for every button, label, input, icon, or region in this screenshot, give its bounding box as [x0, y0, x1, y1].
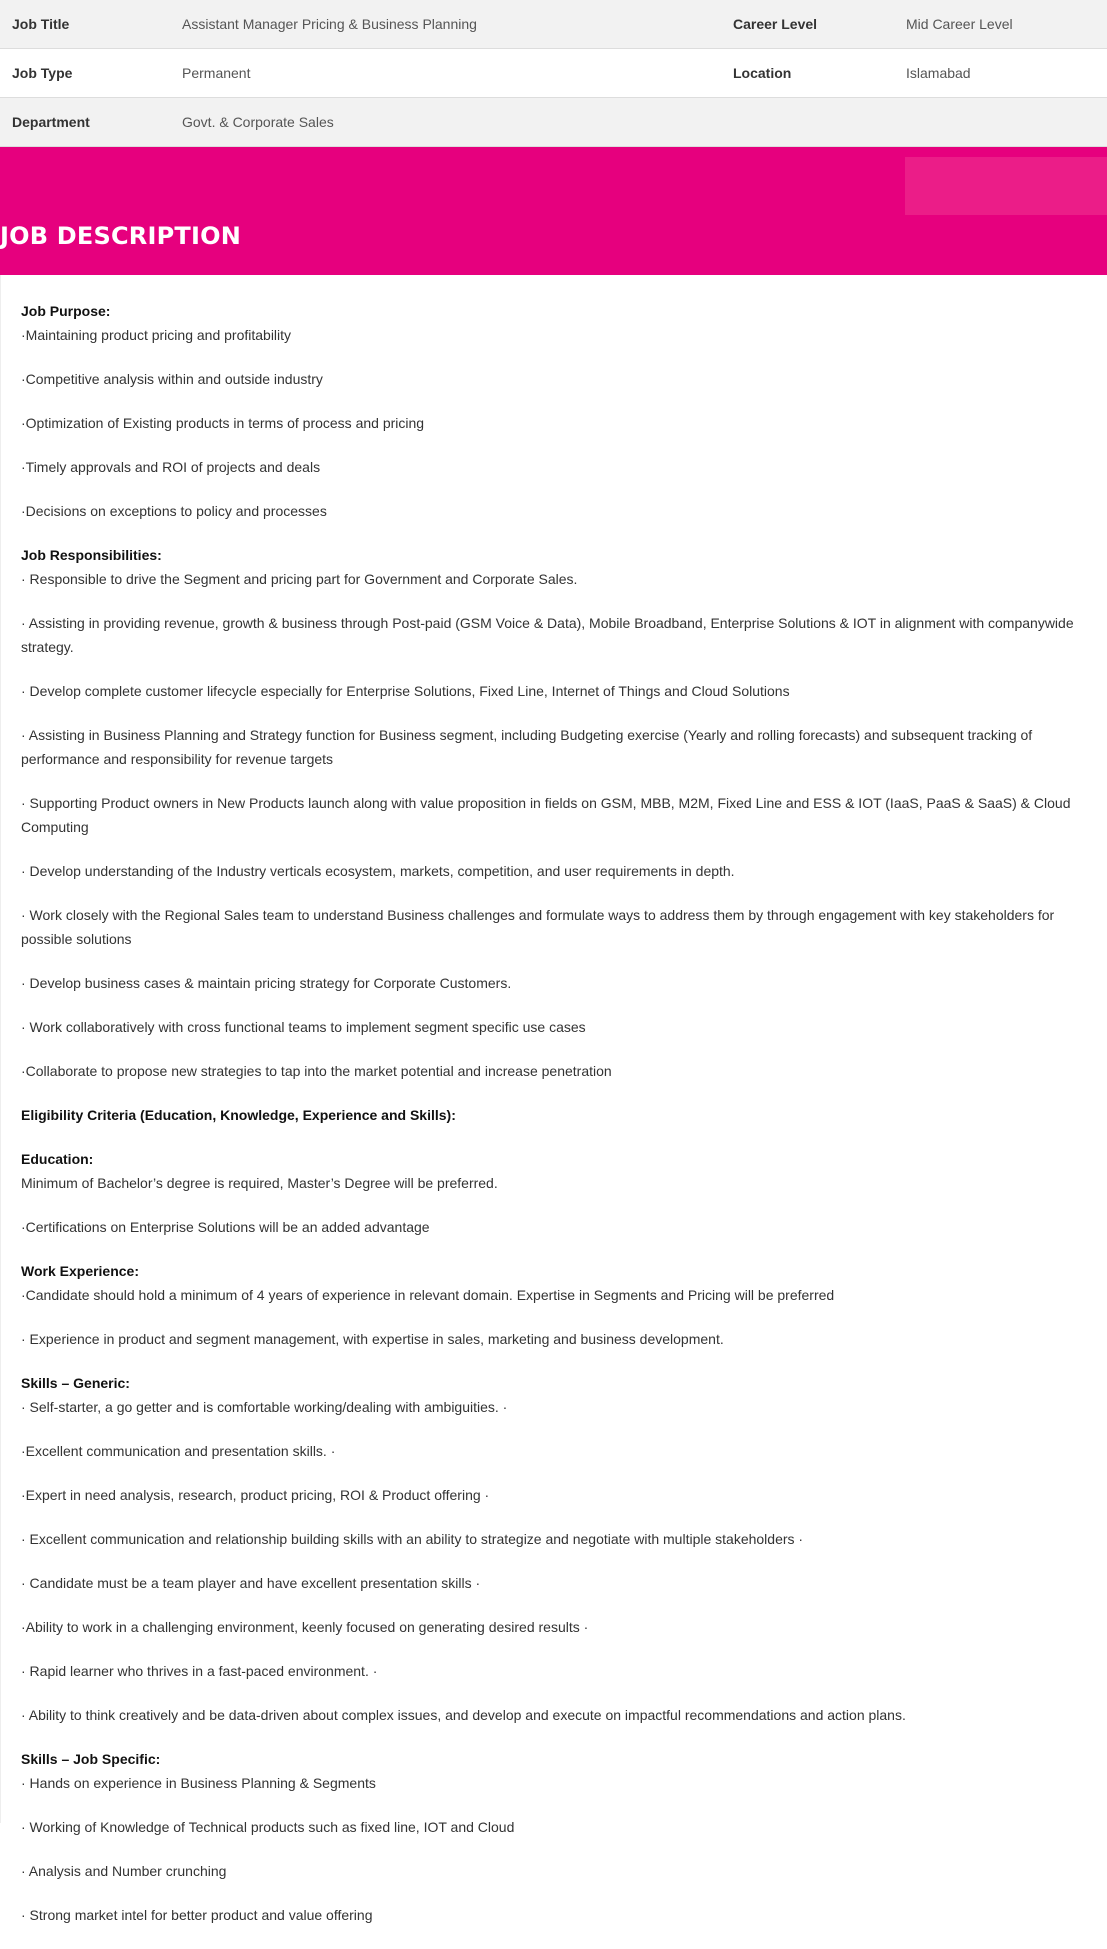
department-value: Govt. & Corporate Sales — [182, 114, 334, 130]
skill-generic-item: · Ability to think creatively and be data-driven about complex issues, and develop and execute on impactful recommendations and action plans. — [21, 1707, 906, 1723]
skill-specific-item: · Strong market intel for better product and value offering — [21, 1907, 373, 1923]
job-type-label: Job Type — [12, 65, 73, 81]
eligibility-heading: Eligibility Criteria (Education, Knowledge, Experience and Skills): — [21, 1107, 456, 1123]
experience-item: ·Candidate should hold a minimum of 4 years of experience in relevant domain. Expertise in Segments and Pricing will be preferred — [21, 1287, 835, 1303]
responsibility-item: · Develop business cases & maintain pricing strategy for Corporate Customers. — [21, 975, 512, 991]
banner-title: JOB DESCRIPTION — [0, 222, 241, 250]
skills-specific-heading: Skills – Job Specific: — [21, 1751, 161, 1767]
job-responsibilities-heading: Job Responsibilities: — [21, 547, 162, 563]
responsibility-item: · Responsible to drive the Segment and pricing part for Government and Corporate Sales. — [21, 571, 578, 587]
job-description-content — [0, 275, 1107, 1923]
education-item: ·Certifications on Enterprise Solutions will be an added advantage — [21, 1219, 430, 1235]
skill-generic-item: ·Ability to work in a challenging environment, keenly focused on generating desired results · — [21, 1619, 589, 1635]
job-purpose-heading: Job Purpose: — [21, 303, 111, 319]
job-title-label: Job Title — [12, 16, 70, 32]
location-label: Location — [733, 65, 792, 81]
skill-specific-item: · Analysis and Number crunching — [21, 1863, 227, 1879]
purpose-item: ·Competitive analysis within and outside industry — [21, 371, 323, 387]
education-item: Minimum of Bachelor’s degree is required, Master’s Degree will be preferred. — [21, 1175, 498, 1191]
job-description-banner — [0, 147, 1107, 275]
responsibility-item: · Develop understanding of the Industry verticals ecosystem, markets, competition, and user requirements in depth. — [21, 863, 735, 879]
info-row-job-title — [0, 0, 1107, 49]
education-heading: Education: — [21, 1151, 94, 1167]
banner-decoration — [905, 157, 1107, 215]
purpose-item: ·Timely approvals and ROI of projects and deals — [21, 459, 321, 475]
location-value: Islamabad — [906, 65, 971, 81]
skill-generic-item: ·Excellent communication and presentation skills. · — [21, 1443, 336, 1459]
skill-generic-item: · Candidate must be a team player and have excellent presentation skills · — [21, 1575, 481, 1591]
career-level-label: Career Level — [733, 16, 818, 32]
skills-generic-heading: Skills – Generic: — [21, 1375, 130, 1391]
purpose-item: ·Maintaining product pricing and profitability — [21, 327, 292, 343]
purpose-item: ·Decisions on exceptions to policy and processes — [21, 503, 327, 519]
skill-specific-item: · Hands on experience in Business Planning & Segments — [21, 1775, 376, 1791]
purpose-item: ·Optimization of Existing products in terms of process and pricing — [21, 415, 425, 431]
responsibility-item: · Assisting in Business Planning and Strategy function for Business segment, including Budgeting exercise (Yearly and rolling forecasts) and subsequent tracking of performance and responsibility for revenue targets — [21, 727, 1033, 767]
responsibility-item: · Supporting Product owners in New Products launch along with value proposition in fields on GSM, MBB, M2M, Fixed Line and ESS & IOT (IaaS, PaaS & SaaS) & Cloud Computing — [21, 795, 1071, 835]
info-row-department — [0, 98, 1107, 147]
skill-specific-item: · Working of Knowledge of Technical products such as fixed line, IOT and Cloud — [21, 1819, 515, 1835]
work-experience-heading: Work Experience: — [21, 1263, 140, 1279]
career-level-value: Mid Career Level — [906, 16, 1013, 32]
skill-generic-item: · Self-starter, a go getter and is comfortable working/dealing with ambiguities. · — [21, 1399, 508, 1415]
job-type-value: Permanent — [182, 65, 251, 81]
skill-generic-item: · Rapid learner who thrives in a fast-paced environment. · — [21, 1663, 378, 1679]
skill-generic-item: ·Expert in need analysis, research, product pricing, ROI & Product offering · — [21, 1487, 490, 1503]
responsibility-item: · Assisting in providing revenue, growth & business through Post-paid (GSM Voice & Data), Mobile Broadband, Enterprise Solutions & IOT in alignment with companywide strategy. — [21, 615, 1074, 655]
responsibility-item: ·Collaborate to propose new strategies to tap into the market potential and increase penetration — [21, 1063, 612, 1079]
experience-item: · Experience in product and segment management, with expertise in sales, marketing and business development. — [21, 1331, 724, 1347]
job-title-value: Assistant Manager Pricing & Business Planning — [182, 16, 477, 32]
info-row-job-type — [0, 49, 1107, 98]
job-info-table — [0, 0, 1107, 147]
skill-generic-item: · Excellent communication and relationship building skills with an ability to strategize and negotiate with multiple stakeholders · — [21, 1531, 804, 1547]
responsibility-item: · Work collaboratively with cross functional teams to implement segment specific use cases — [21, 1019, 586, 1035]
department-label: Department — [12, 114, 90, 130]
responsibility-item: · Develop complete customer lifecycle especially for Enterprise Solutions, Fixed Line, Internet of Things and Cloud Solutions — [21, 683, 790, 699]
responsibility-item: · Work closely with the Regional Sales team to understand Business challenges and formulate ways to address them by through engagement with key stakeholders for possible solutions — [21, 907, 1055, 947]
